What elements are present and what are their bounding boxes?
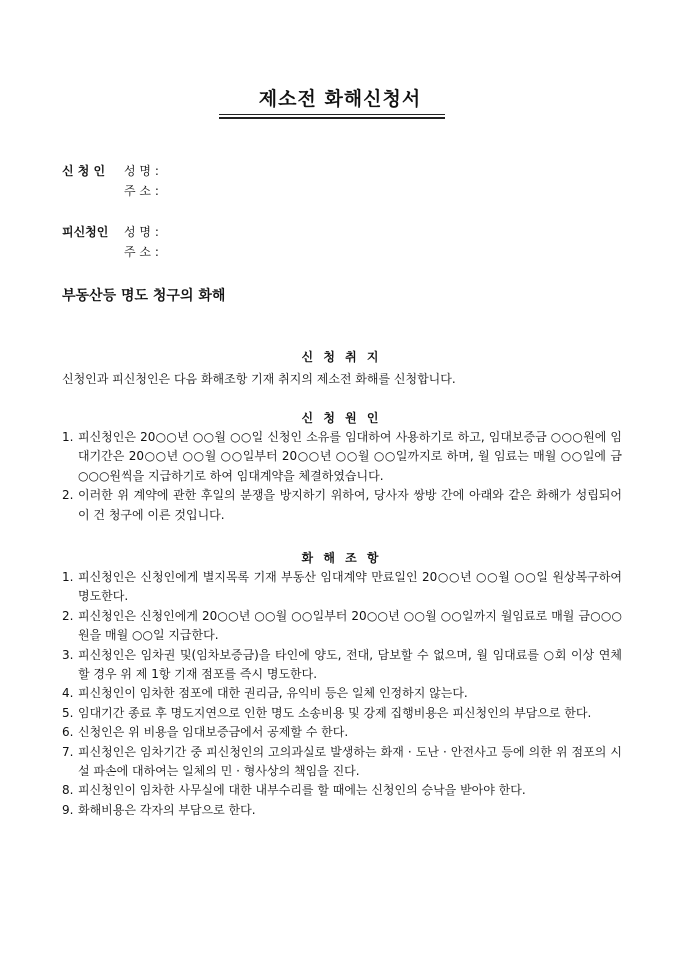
list-item-text: 피신청인은 임차권 및(임차보증금)을 타인에 양도, 전대, 담보할 수 없으며, 월 임대료를 ○회 이상 연체할 경우 위 제 1항 기재 점포를 즉시 명도한다.: [78, 647, 622, 682]
list-item-text: 피신청인은 신청인에게 20○○년 ○○월 ○○일부터 20○○년 ○○월 ○○일까지 월임료로 매월 금○○○원을 매월 ○○일 지급한다.: [78, 608, 622, 643]
document-title: 제소전 화해신청서: [258, 88, 422, 110]
respondent-name-field: 성 명 :: [124, 225, 159, 239]
list-item-number: 1.: [62, 430, 74, 444]
terms-list: [62, 568, 622, 820]
list-item: [62, 646, 622, 685]
list-item-text: 이러한 위 계약에 관한 후일의 분쟁을 방지하기 위하여, 당사자 쌍방 간에 아래와 같은 화해가 성립되어 이 건 청구에 이른 것입니다.: [78, 488, 622, 522]
list-item: [62, 684, 622, 703]
respondent-label: 피신청인: [62, 225, 109, 239]
title-underline-thick: [219, 117, 445, 119]
list-item-text: 피신청인은 임차기간 중 피신청인의 고의과실로 발생하는 화재 · 도난 · 안전사고 등에 의한 위 점포의 시설 파손에 대하여는 일체의 민 · 형사상의 책임을 진다.: [78, 744, 622, 779]
list-item-text: 피신청인이 임차한 사무실에 대한 내부수리를 할 때에는 신청인의 승낙을 받아야 한다.: [78, 783, 526, 798]
list-item-text: 임대기간 종료 후 명도지연으로 인한 명도 소송비용 및 강제 집행비용은 피신청인의 부담으로 한다.: [78, 705, 592, 720]
list-item-text: 피신청인은 20○○년 ○○월 ○○일 신청인 소유를 임대하여 사용하기로 하고, 임대보증금 ○○○원에 임대기간은 20○○년 ○○월 ○○일부터 20○○년 ○○월 ○○일까지로 하며, 월 임료는 매월 ○○일에 금○○○원씩을 지급하기로 하여 임대계약을 체결하였습니다.: [78, 430, 622, 483]
list-item: [62, 743, 622, 782]
list-item-text: 화해비용은 각자의 부담으로 한다.: [78, 802, 256, 817]
list-item-number: 8.: [62, 783, 74, 798]
list-item-number: 1.: [62, 570, 74, 584]
list-item-number: 2.: [62, 488, 74, 503]
list-item: [62, 486, 622, 525]
list-item: [62, 781, 622, 800]
applicant-label: 신 청 인: [62, 164, 106, 178]
list-item-text: 신청인은 위 비용을 임대보증금에서 공제할 수 한다.: [78, 725, 349, 740]
title-underline-thin: [219, 114, 445, 115]
list-item-number: 7.: [62, 744, 74, 759]
respondent-address-field: 주 소 :: [124, 245, 159, 259]
list-item-text: 피신청인은 신청인에게 별지목록 기재 부동산 임대계약 만료일인 20○○년 ○○월 ○○일 원상복구하여 명도한다.: [78, 570, 622, 604]
list-item: [62, 723, 622, 742]
list-item-number: 4.: [62, 686, 74, 701]
list-item: [62, 568, 622, 607]
applicant-name-field: 성 명 :: [124, 164, 159, 178]
list-item-number: 6.: [62, 725, 74, 740]
purpose-text: 신청인과 피신청인은 다음 화해조항 기재 취지의 제소전 화해를 신청합니다.: [62, 372, 456, 386]
list-item: [62, 704, 622, 723]
cause-list: [62, 428, 622, 525]
purpose-heading: 신 청 취 지: [301, 350, 379, 364]
list-item-text: 피신청인이 임차한 점포에 대한 권리금, 유익비 등은 일체 인정하지 않는다.: [78, 686, 468, 701]
list-item: [62, 801, 622, 820]
terms-heading: 화 해 조 항: [301, 551, 379, 565]
list-item-number: 2.: [62, 608, 74, 623]
list-item: [62, 428, 622, 486]
list-item: [62, 607, 622, 646]
document-subject: 부동산등 명도 청구의 화해: [62, 288, 226, 304]
list-item-number: 5.: [62, 705, 74, 720]
applicant-address-field: 주 소 :: [124, 184, 159, 198]
list-item-number: 3.: [62, 647, 74, 662]
list-item-number: 9.: [62, 802, 74, 817]
cause-heading: 신 청 원 인: [301, 411, 379, 425]
